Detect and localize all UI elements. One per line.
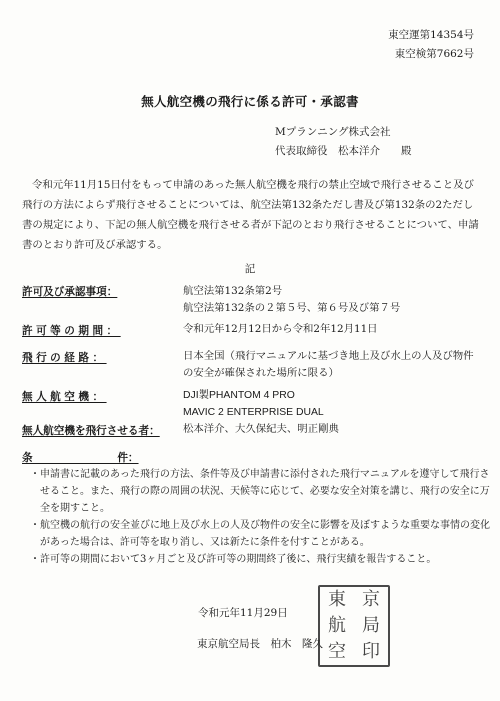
addressee-company: Mプランニング株式会社 — [275, 126, 391, 138]
addressee-person: 代表取締役 松本洋介 殿 — [275, 145, 412, 157]
value-permission-line-1: 航空法第132条第2号 — [183, 285, 283, 297]
ref-number-2: 東空検第7662号 — [394, 48, 474, 60]
label-route: 飛行の経路： — [22, 352, 107, 364]
value-aircraft-line-1: DJI製PHANTOM 4 PRO — [183, 390, 295, 401]
condition-item-2: ・航空機の航行の安全並びに地上及び水上の人及び物件の安全に影響を及ぼすような重要な事情の変化があった場合は、許可等を取り消し、又は新たに条件を付すことがある。 — [30, 520, 490, 548]
label-period: 許可等の期間： — [22, 325, 121, 337]
value-period — [183, 321, 378, 338]
official-seal — [318, 585, 390, 667]
value-period-line-1: 令和元年12月12日から令和2年12月11日 — [183, 323, 378, 335]
value-route — [183, 348, 483, 382]
condition-item-1: ・申請書に記載のあった飛行の方法、条件等及び申請書に添付された飛行マニュアルを遵守して飛行させること。また、飛行の際の周囲の状況、天候等に応じて、必要な安全対策を講じ、飛行の安全に万全を期すこと。 — [30, 469, 490, 514]
value-aircraft — [183, 387, 324, 421]
value-aircraft-line-2: MAVIC 2 ENTERPRISE DUAL — [183, 407, 324, 418]
seal-char: 局 — [362, 615, 380, 636]
seal-char: 東 — [328, 589, 346, 610]
label-conditions: 条 件： — [22, 452, 139, 464]
value-operators-line-1: 松本洋介、大久保紀夫、明正剛典 — [183, 423, 339, 435]
document-title: 無人航空機の飛行に係る許可・承認書 — [141, 94, 359, 109]
ki-heading: 記 — [244, 263, 256, 275]
value-permission — [183, 283, 400, 317]
issue-date: 令和元年11月29日 — [198, 607, 288, 619]
seal-char: 印 — [362, 641, 380, 662]
value-route-line-1: 日本全国（飛行マニュアルに基づき地上及び水上の人及び物件の安全が確保された場所に限る） — [183, 350, 474, 379]
condition-item-3: ・許可等の期間において3ヶ月ごと及び許可等の期間終了後に、飛行実績を報告すること。 — [30, 554, 437, 565]
value-operators — [183, 421, 339, 438]
label-aircraft: 無人航空機： — [22, 391, 107, 403]
label-permission: 許可及び承認事項： — [22, 286, 118, 298]
seal-char: 京 — [362, 589, 380, 610]
seal-char: 航 — [328, 615, 346, 636]
conditions-list — [30, 466, 490, 568]
reference-numbers — [388, 26, 474, 64]
body-paragraph: 令和元年11月15日付をもって申請のあった無人航空機を飛行の禁止空域で飛行させること及び飛行の方法によらず飛行させることについては、航空法第132条ただし書及び第132条の2ただし書の規定により、下記の無人航空機を飛行させる者が下記のとおり飛行させることについて、申請書のとおり許可及び承認する。 — [22, 179, 479, 251]
seal-char: 空 — [328, 641, 346, 662]
ref-number-1: 東空運第14354号 — [388, 29, 474, 41]
label-operators: 無人航空機を飛行させる者： — [22, 425, 160, 437]
value-permission-line-2: 航空法第132条の２第５号、第６号及び第７号 — [183, 302, 401, 314]
issuer-name: 東京航空局長 柏木 隆久 — [197, 638, 323, 650]
